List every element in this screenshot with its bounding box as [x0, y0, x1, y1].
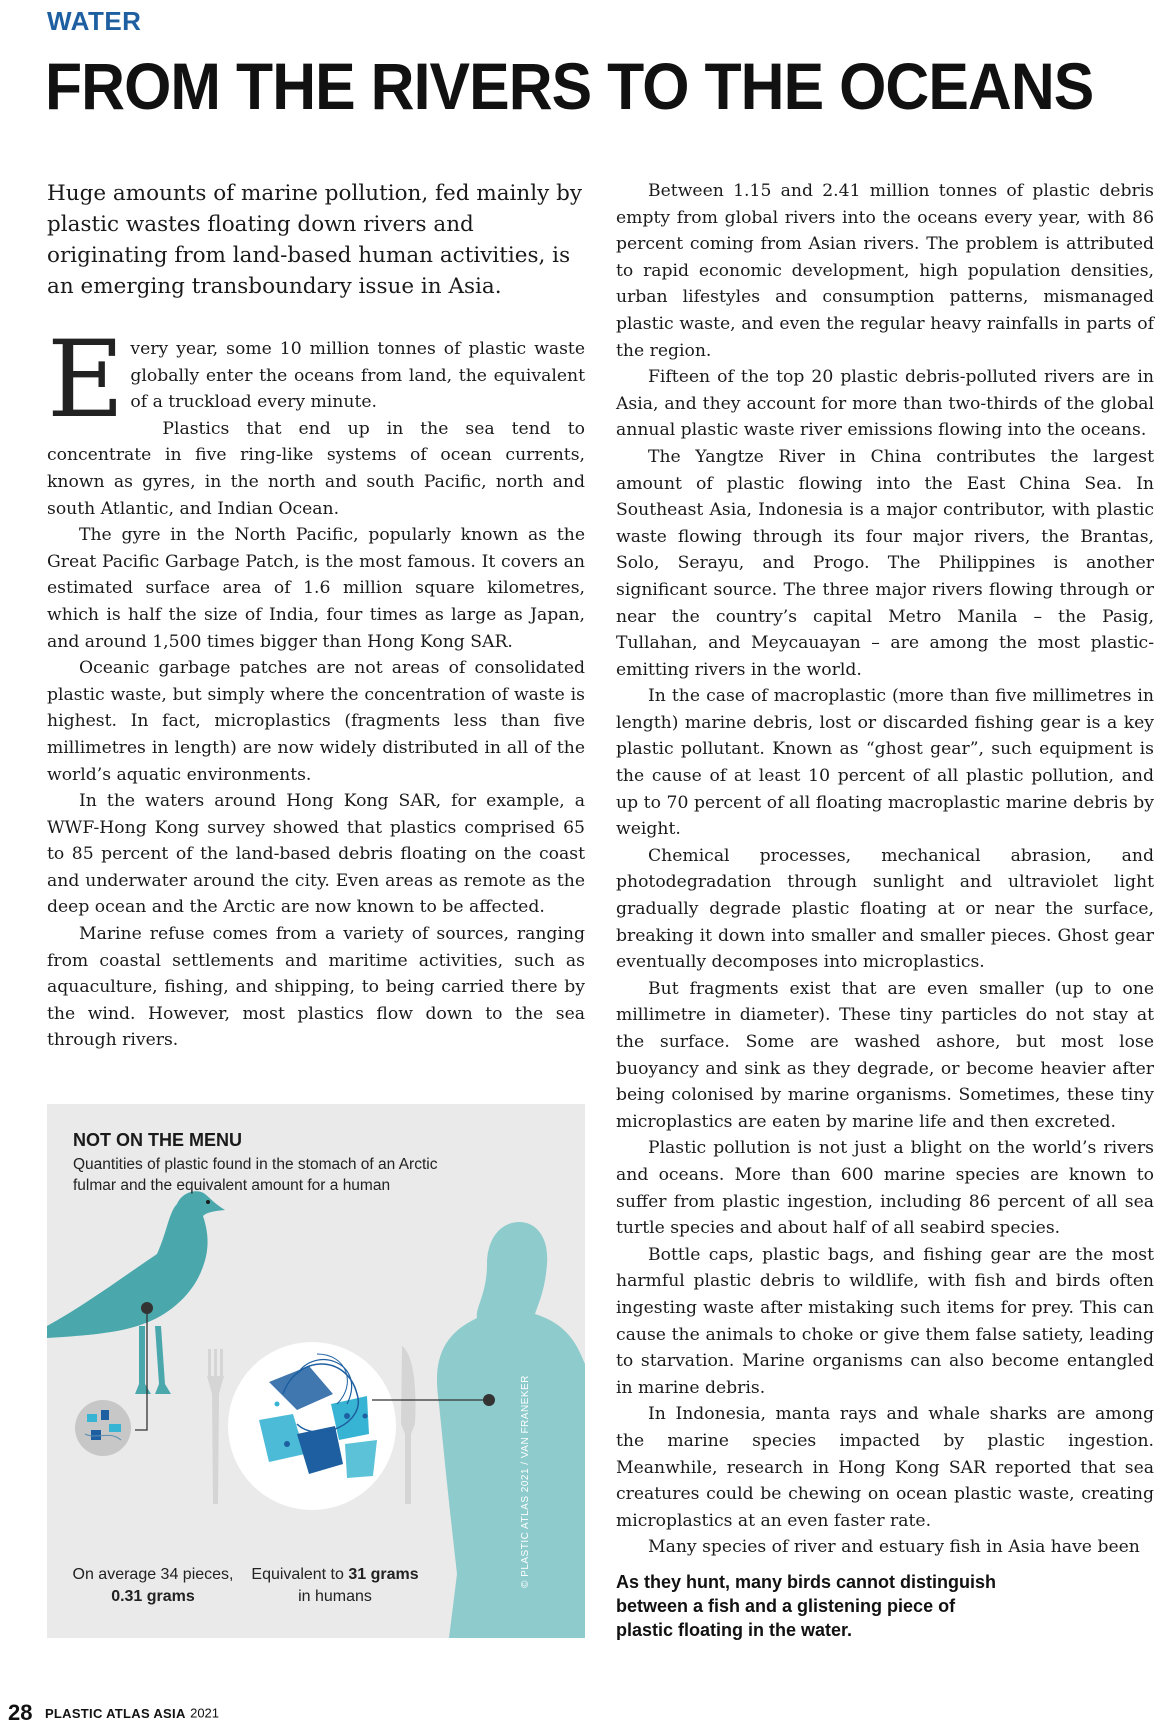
body-paragraph: In the case of macroplastic (more than five millimetres in length) marine debris, lost or discarded fishing gear is a key plastic pollutant. Known as “ghost gear”, such equipment is the cause of at least 10 percent of all plastic pollution, and up to 70 percent of all floating macroplastic marine debris by weight. [616, 686, 1154, 840]
stomach-sample-icon [75, 1400, 131, 1456]
right-column [616, 178, 1154, 1561]
infographic-credit: © PLASTIC ATLAS 2021 / VAN FRANEKER [520, 1375, 531, 1588]
infographic-title: NOT ON THE MENU [73, 1130, 242, 1150]
body-paragraph: The gyre in the North Pacific, popularly known as the Great Pacific Garbage Patch, is the most famous. It covers an estimated surface area of 1.6 million square kilometres, which is half the size of India, four times as large as Japan, and around 1,500 times bigger than Hong Kong SAR. [47, 525, 585, 652]
publication-year: 2021 [190, 1705, 220, 1721]
human-caption [235, 1564, 435, 1608]
section-label: WATER [47, 6, 142, 36]
page-number: 28 [8, 1700, 33, 1725]
left-column [47, 318, 585, 1054]
human-caption-amount: 31 grams [348, 1566, 419, 1583]
infographic-box [47, 1104, 585, 1638]
body-paragraph: The Yangtze River in China contributes the largest amount of plastic flowing into the East China Sea. In Southeast Asia, Indonesia is a major contributor, with plastic waste flowing through its four major rivers, the Brantas, Solo, Serayu, and Progo. The Philippines is another significant source. The three major rivers flowing through or near the country’s capital Metro Manila – the Pasig, Tullahan, and Meycauayan – are among the most plastic-emitting rivers in the world. [616, 446, 1154, 680]
body-paragraph [47, 318, 585, 441]
human-silhouette-icon [437, 1222, 585, 1638]
human-caption-line2: in humans [298, 1588, 372, 1605]
lead-paragraph: Huge amounts of marine pollution, fed mainly by plastic wastes floating down rivers and originating from land-based human activities, is an emerging transboundary issue in Asia. [47, 181, 583, 299]
knife-icon [401, 1346, 415, 1504]
body-paragraph: Chemical processes, mechanical abrasion, and photodegradation through sunlight and ultraviolet light gradually degrade plastic floating at or near the surface, breaking it down into smaller and smaller pieces. Ghost gear eventually decomposes into microplastics. [616, 845, 1154, 973]
human-caption-prefix: Equivalent to [251, 1566, 349, 1583]
body-paragraph: Many species of river and estuary fish in Asia have been [648, 1537, 1140, 1558]
body-paragraph: Oceanic garbage patches are not areas of consolidated plastic waste, but simply where the concentration of waste is highest. In fact, microplastics (fragments less than five millimetres in length) are now widely distributed in all of the world’s aquatic environments. [47, 658, 585, 785]
page-footer [8, 1700, 219, 1726]
bird-caption-line2: 0.31 grams [111, 1588, 195, 1605]
body-paragraph: Bottle caps, plastic bags, and fishing gear are the most harmful plastic debris to wildlife, with fish and birds often ingesting waste after mistaking such items for prey. This can cause the animals to choke or give them false satiety, leading to starvation. Marine organisms can also become entangled in marine debris. [616, 1244, 1154, 1398]
pull-quote: As they hunt, many birds cannot distinguish between a fish and a glistening piece of plastic floating in the water. [616, 1572, 997, 1640]
fulmar-bird-icon [47, 1191, 225, 1338]
body-paragraph: Plastic pollution is not just a blight on the world’s rivers and oceans. More than 600 marine species are known to suffer from plastic ingestion, including 86 percent of all sea turtle species and about half of all seabird species. [616, 1138, 1154, 1239]
fork-icon [207, 1349, 224, 1504]
body-text: very year, some 10 million tonnes of plastic waste globally enter the oceans from land, the equivalent of a truckload every minute. [130, 339, 585, 413]
plate-icon [228, 1342, 396, 1510]
body-paragraph: Fifteen of the top 20 plastic debris-polluted rivers are in Asia, and they account for more than two-thirds of the global annual plastic waste river emissions flowing into the oceans. [616, 367, 1154, 441]
infographic-subtitle: Quantities of plastic found in the stomach of an Arctic fulmar and the equivalent amount for a human [73, 1156, 438, 1194]
page-title: FROM THE RIVERS TO THE OCEANS [45, 49, 1094, 123]
body-paragraph: Marine refuse comes from a variety of sources, ranging from coastal settlements and maritime activities, such as aquaculture, fishing, and shipping, to being carried there by the wind. However, most plastics flow down to the sea through rivers. [47, 924, 585, 1051]
publication-name: PLASTIC ATLAS ASIA [44, 1705, 186, 1721]
bird-caption [53, 1564, 253, 1608]
body-paragraph: Between 1.15 and 2.41 million tonnes of plastic debris empty from global rivers into the oceans every year, with 86 percent coming from Asian rivers. The problem is attributed to rapid economic development, high population densities, urban lifestyles and consumption patterns, mismanaged plastic waste, and even the regular heavy rainfalls in parts of the region. [616, 181, 1154, 361]
drop-cap: E [47, 318, 125, 441]
body-paragraph: But fragments exist that are even smaller (up to one millimetre in diameter). These tiny particles do not stay at the surface. Some are washed ashore, but most lose buoyancy and sink as they degrade, or become heavier after being colonised by marine organisms. Sometimes, these tiny microplastics are eaten by marine life and then excreted. [616, 978, 1154, 1132]
body-paragraph: Plastics that end up in the sea tend to concentrate in five ring-like systems of ocean currents, known as gyres, in the north and south Pacific, north and south Atlantic, and Indian Ocean. [47, 418, 585, 519]
body-paragraph: In the waters around Hong Kong SAR, for example, a WWF-Hong Kong survey showed that plastics comprised 65 to 85 percent of the land-based debris floating on the coast and underwater around the city. Even areas as remote as the deep ocean and the Arctic are now known to be affected. [47, 791, 585, 918]
bird-legs-icon [135, 1326, 171, 1394]
bird-caption-line1: On average 34 pieces, [72, 1566, 234, 1583]
body-paragraph: In Indonesia, manta rays and whale sharks are among the marine species impacted by plastic ingestion. Meanwhile, research in Hong Kong SAR reported that sea creatures could be chewing on ocean plastic waste, creating microplastics at an even faster rate. [616, 1404, 1154, 1531]
